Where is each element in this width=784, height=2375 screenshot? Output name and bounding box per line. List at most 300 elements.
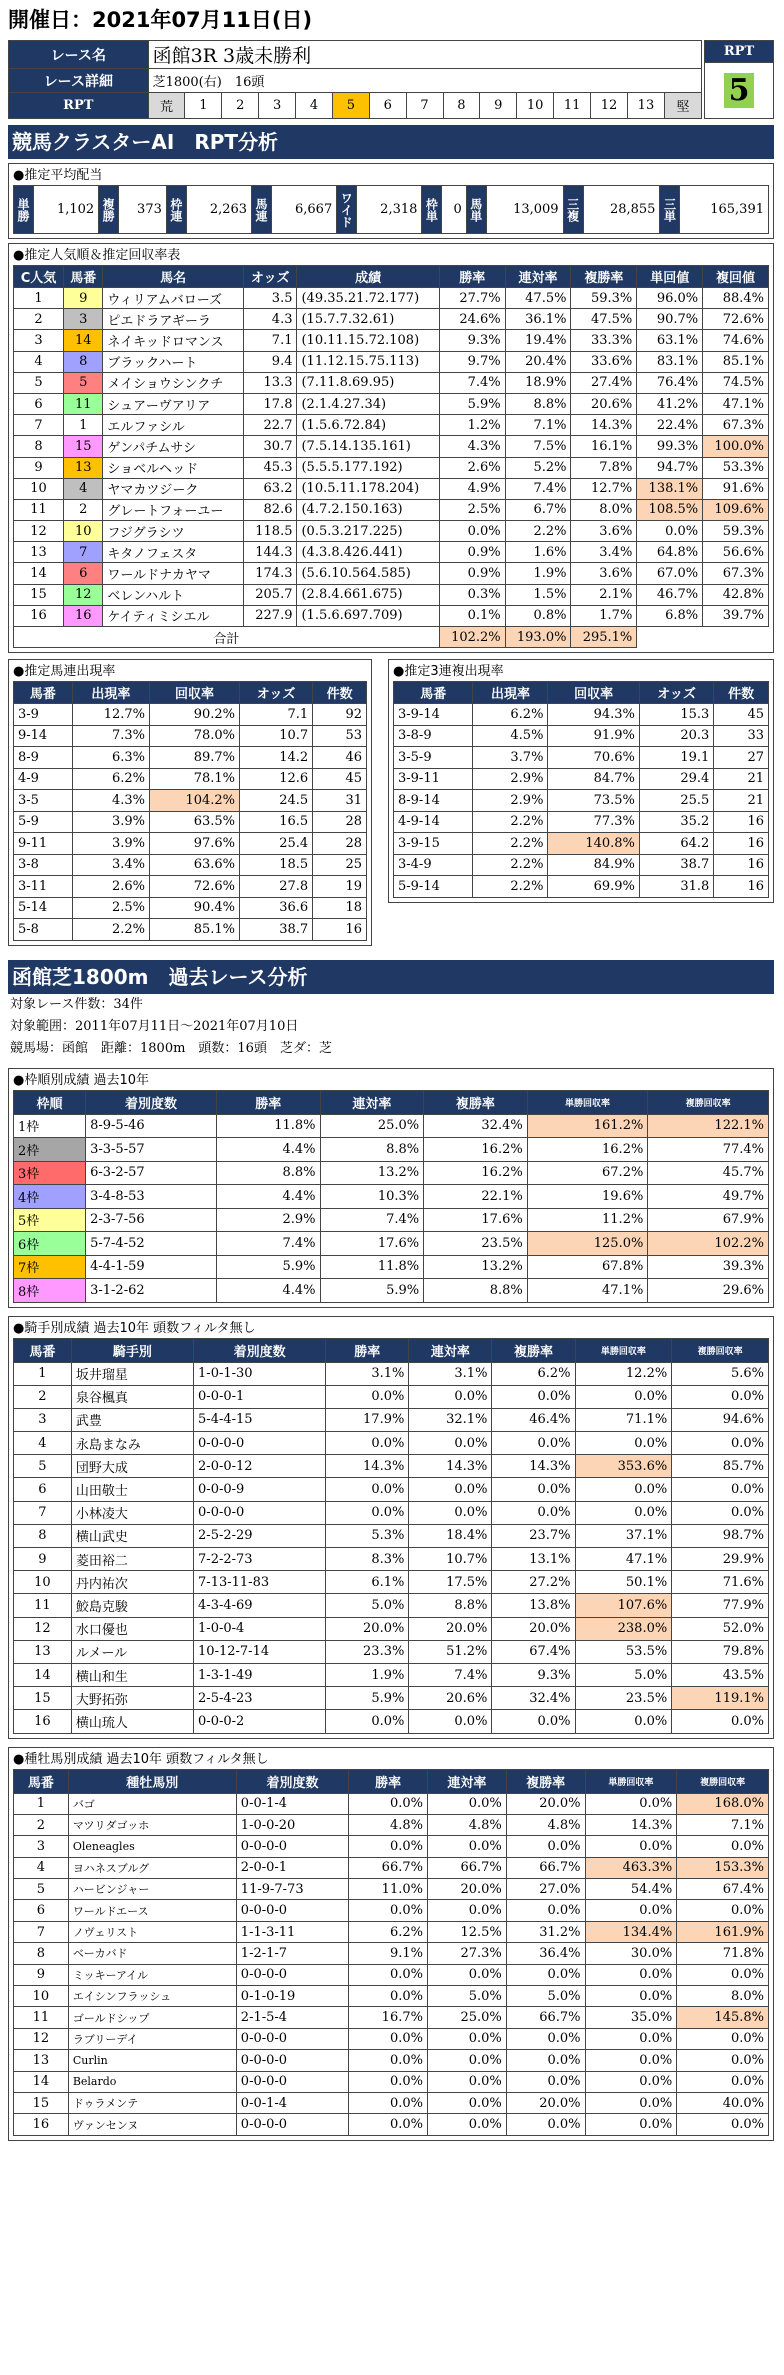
jockey-cell: 67.4% bbox=[492, 1640, 575, 1663]
jockey-cell: 0.0% bbox=[672, 1478, 769, 1501]
sanfuku-cell: 25.5 bbox=[639, 790, 713, 812]
sire-cell: 0.0% bbox=[349, 2092, 428, 2113]
sire-header: 複勝率 bbox=[506, 1769, 585, 1793]
popularity-cell: 19.4% bbox=[505, 330, 571, 351]
jockey-cell: 50.1% bbox=[575, 1571, 672, 1594]
sire-cell: ヴァンセンヌ bbox=[68, 2114, 236, 2135]
popularity-title: ●推定人気順＆推定回収率表 bbox=[13, 248, 181, 263]
sire-cell: 6 bbox=[14, 1900, 69, 1921]
popularity-cell: 4.3% bbox=[439, 436, 505, 457]
popularity-cell: (10.5.11.178.204) bbox=[297, 478, 439, 499]
popularity-cell: ピエドラアギーラ bbox=[103, 309, 244, 330]
waku-cell: 11.8% bbox=[320, 1255, 424, 1279]
jockey-cell: 2-5-2-29 bbox=[194, 1524, 326, 1547]
popularity-cell: 24.6% bbox=[439, 309, 505, 330]
payout-value: 165,391 bbox=[680, 186, 769, 234]
jockey-row bbox=[14, 1362, 769, 1385]
past-section-title: 函館芝1800m 過去レース分析 bbox=[8, 960, 774, 994]
jockey-cell: 3 bbox=[14, 1408, 72, 1431]
popularity-cell: 1.7% bbox=[571, 605, 637, 626]
jockey-cell: 16 bbox=[14, 1710, 72, 1733]
sanfuku-cell: 16 bbox=[714, 876, 769, 898]
jockey-header: 複勝回収率 bbox=[672, 1338, 769, 1362]
sire-cell: 4.8% bbox=[506, 1814, 585, 1835]
waku-row bbox=[14, 1161, 769, 1185]
sire-cell: 0.0% bbox=[585, 2050, 677, 2071]
sanfuku-row bbox=[394, 811, 769, 833]
popularity-cell: 1 bbox=[64, 415, 103, 436]
jockey-cell: 6.2% bbox=[492, 1362, 575, 1385]
jockey-cell: 0-0-0-9 bbox=[194, 1478, 326, 1501]
payout-label: 三複 bbox=[563, 186, 583, 234]
popularity-cell: 33.3% bbox=[571, 330, 637, 351]
popularity-cell: 6.8% bbox=[637, 605, 703, 626]
past-venue: 競馬場：函館 距離：1800m 頭数：16頭 芝ダ：芝 bbox=[10, 1040, 332, 1056]
sire-cell: 35.0% bbox=[585, 2007, 677, 2028]
sanfuku-cell: 84.9% bbox=[548, 854, 639, 876]
jockey-cell: 20.0% bbox=[409, 1617, 492, 1640]
jockey-cell: 107.6% bbox=[575, 1594, 672, 1617]
jockey-cell: 0.0% bbox=[575, 1501, 672, 1524]
waku-cell: 10.3% bbox=[320, 1185, 424, 1209]
rpt-scale-cell: 9 bbox=[480, 93, 517, 119]
popularity-cell: 16 bbox=[64, 605, 103, 626]
popularity-row bbox=[14, 393, 769, 414]
rpt-scale-cell: 7 bbox=[406, 93, 443, 119]
jockey-row bbox=[14, 1385, 769, 1408]
sire-cell: 0.0% bbox=[585, 1900, 677, 1921]
sire-cell: 0-0-0-0 bbox=[236, 2050, 348, 2071]
jockey-cell: 小林凌大 bbox=[71, 1501, 193, 1524]
jockey-row bbox=[14, 1408, 769, 1431]
popularity-cell: 3 bbox=[14, 330, 64, 351]
baren-cell: 3-5 bbox=[14, 790, 73, 812]
popularity-cell: 7.4% bbox=[505, 478, 571, 499]
waku-cell: 125.0% bbox=[527, 1232, 648, 1256]
jockey-cell: 71.1% bbox=[575, 1408, 672, 1431]
popularity-cell: 47.5% bbox=[505, 288, 571, 309]
sire-header: 種牡馬別 bbox=[68, 1769, 236, 1793]
jockey-cell: 13 bbox=[14, 1640, 72, 1663]
waku-cell: 22.1% bbox=[424, 1185, 528, 1209]
sanfuku-cell: 16 bbox=[714, 833, 769, 855]
waku-cell: 8.8% bbox=[216, 1161, 320, 1185]
baren-row bbox=[14, 725, 367, 747]
baren-cell: 92 bbox=[313, 704, 367, 726]
sire-cell: 4 bbox=[14, 1857, 69, 1878]
sanfuku-header: オッズ bbox=[639, 682, 713, 704]
sanfuku-row bbox=[394, 725, 769, 747]
sire-cell: ラブリーデイ bbox=[68, 2028, 236, 2049]
sire-cell: 66.7% bbox=[349, 1857, 428, 1878]
baren-row bbox=[14, 897, 367, 919]
popularity-cell: 10 bbox=[14, 478, 64, 499]
sire-row bbox=[14, 1986, 769, 2007]
jockey-cell: 坂井瑠星 bbox=[71, 1362, 193, 1385]
payout-value: 28,855 bbox=[583, 186, 660, 234]
sanfuku-cell: 35.2 bbox=[639, 811, 713, 833]
popularity-cell: 3.6% bbox=[571, 563, 637, 584]
baren-row bbox=[14, 919, 367, 941]
sire-cell: 5.0% bbox=[506, 1986, 585, 2007]
popularity-cell: 63.2 bbox=[243, 478, 297, 499]
baren-cell: 89.7% bbox=[150, 747, 240, 769]
waku-cell: 11.2% bbox=[527, 1208, 648, 1232]
popularity-total-value: 193.0% bbox=[505, 627, 571, 648]
jockey-cell: 7 bbox=[14, 1501, 72, 1524]
jockey-cell: 0.0% bbox=[575, 1385, 672, 1408]
race-info-table bbox=[8, 40, 702, 119]
popularity-cell: 2 bbox=[14, 309, 64, 330]
popularity-cell: 47.5% bbox=[571, 309, 637, 330]
jockey-cell: 4 bbox=[14, 1432, 72, 1455]
sire-cell: 10 bbox=[14, 1986, 69, 2007]
jockey-cell: 横山和生 bbox=[71, 1663, 193, 1686]
sire-cell: 36.4% bbox=[506, 1943, 585, 1964]
jockey-cell: 5.9% bbox=[326, 1687, 409, 1710]
rpt-scale-cell: 堅 bbox=[664, 93, 701, 119]
sire-cell: 0.0% bbox=[506, 2028, 585, 2049]
sanfuku-cell: 77.3% bbox=[548, 811, 639, 833]
popularity-cell: 33.6% bbox=[571, 351, 637, 372]
payout-value: 373 bbox=[119, 186, 167, 234]
popularity-cell: 88.4% bbox=[703, 288, 769, 309]
baren-cell: 12.7% bbox=[72, 704, 149, 726]
popularity-cell: ベレンハルト bbox=[103, 584, 244, 605]
sire-cell: 0.0% bbox=[506, 1836, 585, 1857]
sanfuku-cell: 64.2 bbox=[639, 833, 713, 855]
baren-cell: 7.3% bbox=[72, 725, 149, 747]
baren-cell: 46 bbox=[313, 747, 367, 769]
payout-label: 馬単 bbox=[466, 186, 486, 234]
sire-cell: 0.0% bbox=[349, 2028, 428, 2049]
popularity-cell: (2.8.4.661.675) bbox=[297, 584, 439, 605]
payout-box bbox=[8, 163, 774, 239]
waku-cell: 1枠 bbox=[14, 1114, 86, 1138]
popularity-cell: 45.3 bbox=[243, 457, 297, 478]
jockey-cell: 水口優也 bbox=[71, 1617, 193, 1640]
jockey-cell: 6.1% bbox=[326, 1571, 409, 1594]
sanfuku-cell: 31.8 bbox=[639, 876, 713, 898]
sire-cell: 0.0% bbox=[677, 2050, 769, 2071]
jockey-cell: 119.1% bbox=[672, 1687, 769, 1710]
sire-row bbox=[14, 1964, 769, 1985]
sanfuku-cell: 38.7 bbox=[639, 854, 713, 876]
popularity-row bbox=[14, 330, 769, 351]
race-name: 函館3R 3歳未勝利 bbox=[148, 41, 701, 69]
popularity-cell: 1.9% bbox=[505, 563, 571, 584]
waku-cell: 17.6% bbox=[320, 1232, 424, 1256]
jockey-cell: 98.7% bbox=[672, 1524, 769, 1547]
sanfuku-row bbox=[394, 768, 769, 790]
sanfuku-cell: 8-9-14 bbox=[394, 790, 473, 812]
popularity-cell: 5 bbox=[64, 372, 103, 393]
popularity-cell: メイショウシンクチ bbox=[103, 372, 244, 393]
waku-cell: 3-3-5-57 bbox=[86, 1138, 217, 1162]
popularity-cell: 0.0% bbox=[637, 521, 703, 542]
sanfuku-box bbox=[388, 659, 774, 903]
popularity-cell: 3.4% bbox=[571, 542, 637, 563]
popularity-cell: 1.5% bbox=[505, 584, 571, 605]
sire-cell: 0-0-0-0 bbox=[236, 1900, 348, 1921]
waku-cell: 7.4% bbox=[320, 1208, 424, 1232]
sire-cell: 1 bbox=[14, 1793, 69, 1814]
sire-cell: 66.7% bbox=[427, 1857, 506, 1878]
sire-cell: 0.0% bbox=[427, 2050, 506, 2071]
sanfuku-row bbox=[394, 833, 769, 855]
jockey-row bbox=[14, 1455, 769, 1478]
popularity-cell: 82.6 bbox=[243, 499, 297, 520]
waku-header: 複勝回収率 bbox=[648, 1090, 769, 1114]
popularity-cell: 0.9% bbox=[439, 542, 505, 563]
popularity-cell: 7.8% bbox=[571, 457, 637, 478]
popularity-cell: 83.1% bbox=[637, 351, 703, 372]
popularity-cell: (1.5.6.72.84) bbox=[297, 415, 439, 436]
jockey-row bbox=[14, 1617, 769, 1640]
sire-cell: 14.3% bbox=[585, 1814, 677, 1835]
baren-row bbox=[14, 747, 367, 769]
baren-cell: 10.7 bbox=[240, 725, 313, 747]
popularity-row bbox=[14, 478, 769, 499]
sire-cell: 0.0% bbox=[677, 2071, 769, 2092]
baren-cell: 78.0% bbox=[150, 725, 240, 747]
waku-cell: 67.8% bbox=[527, 1255, 648, 1279]
baren-cell: 14.2 bbox=[240, 747, 313, 769]
baren-cell: 97.6% bbox=[150, 833, 240, 855]
baren-cell: 9-11 bbox=[14, 833, 73, 855]
payout-value: 0 bbox=[442, 186, 466, 234]
baren-cell: 18.5 bbox=[240, 854, 313, 876]
waku-cell: 3-4-8-53 bbox=[86, 1185, 217, 1209]
popularity-total-label: 合計 bbox=[14, 627, 440, 648]
sire-cell: 0-0-1-4 bbox=[236, 1793, 348, 1814]
jockey-cell: 0.0% bbox=[409, 1432, 492, 1455]
sire-row bbox=[14, 2114, 769, 2135]
sire-cell: 0.0% bbox=[427, 2092, 506, 2113]
waku-cell: 11.8% bbox=[216, 1114, 320, 1138]
jockey-cell: 85.7% bbox=[672, 1455, 769, 1478]
popularity-cell: 2.5% bbox=[439, 499, 505, 520]
sire-cell: 0.0% bbox=[677, 2114, 769, 2135]
waku-table bbox=[13, 1090, 769, 1303]
baren-cell: 25 bbox=[313, 854, 367, 876]
sanfuku-row bbox=[394, 876, 769, 898]
race-name-label: レース名 bbox=[9, 41, 149, 69]
popularity-cell: 99.3% bbox=[637, 436, 703, 457]
baren-cell: 5-14 bbox=[14, 897, 73, 919]
popularity-cell: 4 bbox=[14, 351, 64, 372]
ai-section-title: 競馬クラスターAI RPT分析 bbox=[8, 125, 774, 159]
jockey-table bbox=[13, 1338, 769, 1734]
sire-cell: 0.0% bbox=[506, 1964, 585, 1985]
waku-cell: 8-9-5-46 bbox=[86, 1114, 217, 1138]
waku-header: 単勝回収率 bbox=[527, 1090, 648, 1114]
sire-cell: 153.3% bbox=[677, 1857, 769, 1878]
jockey-cell: 32.1% bbox=[409, 1408, 492, 1431]
waku-row bbox=[14, 1114, 769, 1138]
baren-cell: 6.3% bbox=[72, 747, 149, 769]
sanfuku-cell: 3.7% bbox=[473, 747, 548, 769]
jockey-cell: 0.0% bbox=[326, 1432, 409, 1455]
popularity-cell: 22.4% bbox=[637, 415, 703, 436]
popularity-cell: 13 bbox=[64, 457, 103, 478]
popularity-cell: 7 bbox=[14, 415, 64, 436]
popularity-cell: 56.6% bbox=[703, 542, 769, 563]
jockey-cell: 0.0% bbox=[672, 1432, 769, 1455]
sire-cell: 0.0% bbox=[427, 1793, 506, 1814]
waku-row bbox=[14, 1232, 769, 1256]
sanfuku-cell: 3-8-9 bbox=[394, 725, 473, 747]
popularity-cell: 100.0% bbox=[703, 436, 769, 457]
popularity-cell: 12.7% bbox=[571, 478, 637, 499]
waku-header: 勝率 bbox=[216, 1090, 320, 1114]
popularity-cell: (49.35.21.72.177) bbox=[297, 288, 439, 309]
sire-cell: 11 bbox=[14, 2007, 69, 2028]
sire-cell: 0.0% bbox=[349, 2114, 428, 2135]
popularity-cell: 5.9% bbox=[439, 393, 505, 414]
popularity-row bbox=[14, 309, 769, 330]
jockey-row bbox=[14, 1571, 769, 1594]
jockey-cell: 0.0% bbox=[492, 1432, 575, 1455]
jockey-cell: 0.0% bbox=[492, 1478, 575, 1501]
jockey-cell: 0.0% bbox=[492, 1501, 575, 1524]
sire-header: 勝率 bbox=[349, 1769, 428, 1793]
sire-cell: ミッキーアイル bbox=[68, 1964, 236, 1985]
sire-cell: 3 bbox=[14, 1836, 69, 1857]
jockey-cell: 武豊 bbox=[71, 1408, 193, 1431]
popularity-cell: 18.9% bbox=[505, 372, 571, 393]
sire-cell: 0.0% bbox=[585, 2092, 677, 2113]
jockey-cell: 5-4-4-15 bbox=[194, 1408, 326, 1431]
popularity-row bbox=[14, 584, 769, 605]
baren-row bbox=[14, 833, 367, 855]
jockey-cell: 0.0% bbox=[326, 1478, 409, 1501]
rpt-box bbox=[704, 40, 774, 119]
popularity-cell: 12 bbox=[64, 584, 103, 605]
popularity-row bbox=[14, 436, 769, 457]
jockey-row bbox=[14, 1663, 769, 1686]
sanfuku-header: 出現率 bbox=[473, 682, 548, 704]
jockey-cell: 0.0% bbox=[409, 1478, 492, 1501]
rpt-scale-cell: 荒 bbox=[148, 93, 185, 119]
jockey-cell: 4-3-4-69 bbox=[194, 1594, 326, 1617]
popularity-cell: 67.3% bbox=[703, 563, 769, 584]
sanfuku-title: ●推定3連複出現率 bbox=[393, 664, 504, 679]
sire-row bbox=[14, 2071, 769, 2092]
sire-row bbox=[14, 2007, 769, 2028]
sire-cell: Belardo bbox=[68, 2071, 236, 2092]
popularity-cell: 174.3 bbox=[243, 563, 297, 584]
popularity-cell: ケイティミシエル bbox=[103, 605, 244, 626]
popularity-header: 複回値 bbox=[703, 266, 769, 288]
baren-cell: 31 bbox=[313, 790, 367, 812]
baren-cell: 27.8 bbox=[240, 876, 313, 898]
popularity-header: C人気 bbox=[14, 266, 64, 288]
baren-cell: 8-9 bbox=[14, 747, 73, 769]
sire-title: ●種牡馬別成績 過去10年 頭数フィルタ無し bbox=[13, 1751, 269, 1767]
sire-cell: 12.5% bbox=[427, 1921, 506, 1942]
sire-cell: 66.7% bbox=[506, 2007, 585, 2028]
popularity-cell: 20.4% bbox=[505, 351, 571, 372]
sire-cell: 0.0% bbox=[506, 2050, 585, 2071]
sire-row bbox=[14, 1814, 769, 1835]
sire-row bbox=[14, 1879, 769, 1900]
baren-cell: 4-9 bbox=[14, 768, 73, 790]
waku-cell: 47.1% bbox=[527, 1279, 648, 1303]
waku-cell: 7.4% bbox=[216, 1232, 320, 1256]
popularity-row bbox=[14, 563, 769, 584]
sire-cell: 0.0% bbox=[677, 1900, 769, 1921]
jockey-cell: 52.0% bbox=[672, 1617, 769, 1640]
sire-cell: 0.0% bbox=[585, 2028, 677, 2049]
sire-box bbox=[8, 1747, 774, 2141]
sire-cell: 25.0% bbox=[427, 2007, 506, 2028]
popularity-cell: 20.6% bbox=[571, 393, 637, 414]
sire-cell: ベーカバド bbox=[68, 1943, 236, 1964]
popularity-cell: 11 bbox=[64, 393, 103, 414]
baren-cell: 2.5% bbox=[72, 897, 149, 919]
jockey-row bbox=[14, 1710, 769, 1733]
waku-row bbox=[14, 1255, 769, 1279]
jockey-cell: 43.5% bbox=[672, 1663, 769, 1686]
sire-cell: 2-0-0-1 bbox=[236, 1857, 348, 1878]
baren-row bbox=[14, 768, 367, 790]
popularity-cell: 47.1% bbox=[703, 393, 769, 414]
sire-cell: ノヴェリスト bbox=[68, 1921, 236, 1942]
payout-label: 枠単 bbox=[422, 186, 442, 234]
jockey-cell: 10.7% bbox=[409, 1548, 492, 1571]
sire-cell: バゴ bbox=[68, 1793, 236, 1814]
rpt-scale-cell: 12 bbox=[591, 93, 628, 119]
popularity-cell: 41.2% bbox=[637, 393, 703, 414]
popularity-cell: 13.3 bbox=[243, 372, 297, 393]
popularity-cell: 3.5 bbox=[243, 288, 297, 309]
jockey-cell: 29.9% bbox=[672, 1548, 769, 1571]
sanfuku-cell: 3-9-15 bbox=[394, 833, 473, 855]
popularity-row bbox=[14, 415, 769, 436]
sire-cell: 0.0% bbox=[585, 1964, 677, 1985]
popularity-cell: 67.3% bbox=[703, 415, 769, 436]
baren-table bbox=[13, 681, 367, 941]
baren-cell: 25.4 bbox=[240, 833, 313, 855]
popularity-cell: 16.1% bbox=[571, 436, 637, 457]
jockey-cell: 0.0% bbox=[409, 1710, 492, 1733]
sire-cell: 0.0% bbox=[585, 1836, 677, 1857]
sire-cell: 0.0% bbox=[427, 1964, 506, 1985]
popularity-cell: 108.5% bbox=[637, 499, 703, 520]
popularity-cell: ヤマカツジーク bbox=[103, 478, 244, 499]
popularity-header: 単回値 bbox=[637, 266, 703, 288]
jockey-cell: 2 bbox=[14, 1385, 72, 1408]
rpt-scale-cell: 13 bbox=[627, 93, 664, 119]
sanfuku-cell: 21 bbox=[714, 768, 769, 790]
popularity-cell: 2.6% bbox=[439, 457, 505, 478]
rpt-scale-cell: 3 bbox=[259, 93, 296, 119]
payout-label: 馬連 bbox=[252, 186, 272, 234]
popularity-cell: 5 bbox=[14, 372, 64, 393]
baren-cell: 90.2% bbox=[150, 704, 240, 726]
baren-cell: 3-11 bbox=[14, 876, 73, 898]
sire-cell: 0-0-0-0 bbox=[236, 2071, 348, 2092]
popularity-cell: 0.1% bbox=[439, 605, 505, 626]
sire-row bbox=[14, 1857, 769, 1878]
waku-cell: 19.6% bbox=[527, 1185, 648, 1209]
jockey-header: 馬番 bbox=[14, 1338, 72, 1362]
sire-cell: 8.0% bbox=[677, 1986, 769, 2007]
popularity-cell: 8 bbox=[14, 436, 64, 457]
rpt-scale-cell: 4 bbox=[296, 93, 333, 119]
jockey-cell: 13.1% bbox=[492, 1548, 575, 1571]
